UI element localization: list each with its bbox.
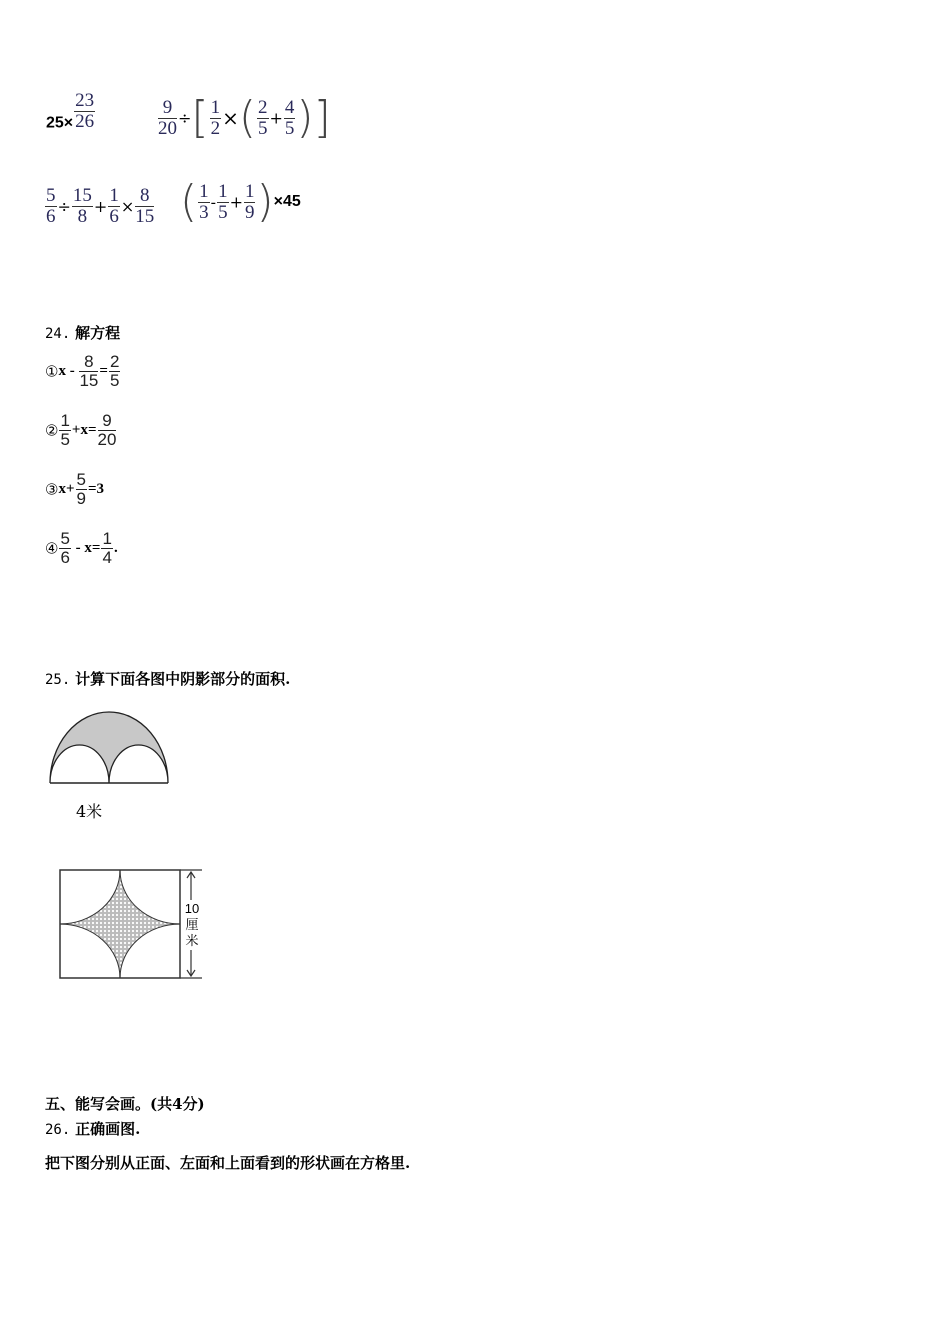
fraction: $\frac{5}{6}$ [46,185,56,227]
fraction: $\frac{1}{2}$ [210,96,221,139]
paren: ( [180,176,198,227]
fraction: $\frac{1}{9}$ [244,180,255,223]
fraction: $\frac{1}{5}$ [218,180,228,223]
expr-text: 25× [46,114,74,132]
question-26-title: 26. 正确画图. [45,1120,141,1138]
calc-expression-4 [180,176,301,227]
fraction: $\frac{4}{5}$ [284,96,295,139]
operator: × [120,196,135,216]
equation-3: ③x+ $\frac{5}{9}$ =3 [45,470,105,508]
operator: + [93,196,108,216]
operator: ÷ [178,108,192,128]
operator: + [229,192,243,212]
equation-2: ② $\frac{1}{5}$ +x= $\frac{9}{20}$ [45,411,117,449]
fraction: $\frac{23}{26}$ [75,90,95,132]
question-24-title: 24. 解方程 [45,324,121,342]
bracket: ] [313,92,331,143]
fraction: $\frac{1}{3}$ [199,180,209,223]
operator: + [269,108,283,128]
semicircle-figure [45,705,175,790]
operator: ÷ [57,196,71,216]
operator: × [222,106,239,130]
equation-1: ①x - $\frac{8}{15}$ = $\frac{2}{5}$ [45,352,120,390]
equation-4: ④ $\frac{5}{6}$ - x= $\frac{1}{4}$ . [45,529,118,567]
calc-expression-1 [46,90,96,144]
fraction: $\frac{2}{5}$ [258,96,268,139]
paren: ( [238,92,257,143]
expr-text: ×45 [273,193,301,210]
figure-2-label: 10 厘 米 [184,901,200,948]
section-5-title: 五、能写会画。(共4分) [45,1095,205,1113]
calc-expression-2 [157,92,331,143]
paren: ) [296,92,314,143]
question-26-instruction: 把下图分别从正面、左面和上面看到的形状画在方格里. [45,1154,411,1172]
paren: ) [256,176,274,227]
bracket: [ [191,92,209,143]
operator: - [210,192,217,212]
fraction: $\frac{1}{6}$ [109,185,119,227]
fraction: $\frac{15}{8}$ [72,185,92,227]
question-25-title: 25. 计算下面各图中阴影部分的面积. [45,670,291,688]
figure-1-label: 4米 [76,802,103,821]
fraction: $\frac{9}{20}$ [158,96,177,139]
calc-expression-3 [44,186,155,227]
fraction: $\frac{8}{15}$ [135,185,155,227]
